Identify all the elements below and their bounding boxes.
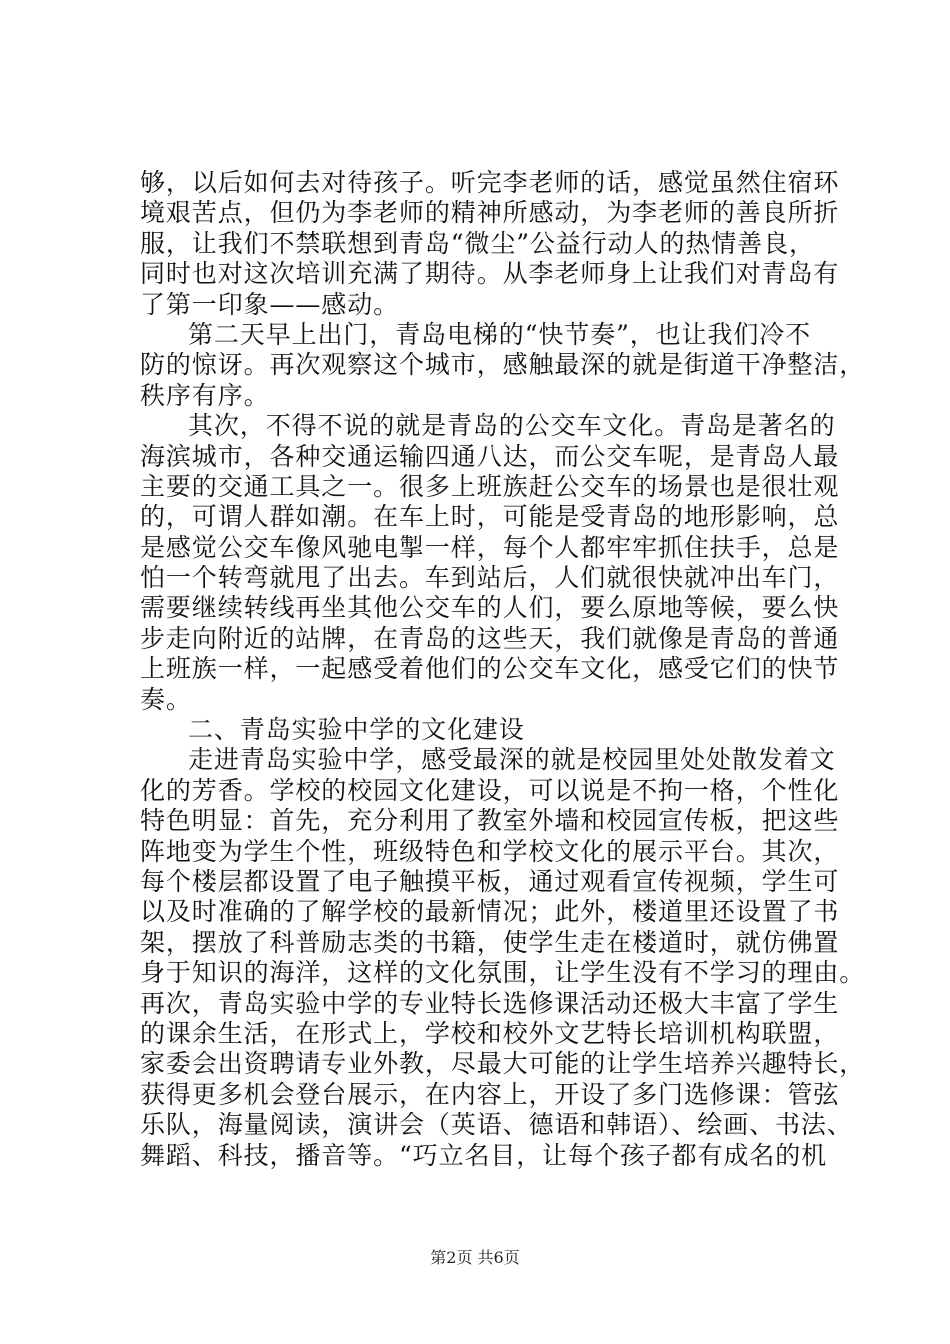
- body-text: [140, 168, 866, 1171]
- text-line: 防的惊讶。再次观察这个城市，感触最深的就是街道干净整洁，: [140, 350, 866, 380]
- text-line: 够，以后如何去对待孩子。听完李老师的话，感觉虽然住宿环: [140, 168, 840, 197]
- text-line: 乐队，海量阅读，演讲会（英语、德语和韩语）、绘画、书法、: [140, 1110, 853, 1140]
- text-line: 舞蹈、科技，播音等。“巧立名目，让每个孩子都有成名的机: [140, 1140, 828, 1170]
- text-line: 海滨城市，各种交通运输四通八达，而公交车呢，是青岛人最: [140, 441, 840, 471]
- text-line: 境艰苦点，但仍为李老师的精神所感动，为李老师的善良所折: [140, 198, 840, 228]
- text-line: 主要的交通工具之一。很多上班族赶公交车的场景也是很壮观: [140, 471, 840, 501]
- text-line: 获得更多机会登台展示，在内容上，开设了多门选修课：管弦: [140, 1079, 840, 1109]
- text-line: 的，可谓人群如潮。在车上时，可能是受青岛的地形影响，总: [140, 502, 840, 532]
- section-heading: 二、青岛实验中学的文化建设: [188, 715, 525, 745]
- text-line: 需要继续转线再坐其他公交车的人们，要么原地等候，要么快: [140, 593, 840, 623]
- text-line: 阵地变为学生个性，班级特色和学校文化的展示平台。其次，: [140, 836, 840, 866]
- text-line: 身于知识的海洋，这样的文化氛围，让学生没有不学习的理由。: [140, 958, 866, 988]
- text-line: 奏。: [140, 684, 192, 714]
- text-line: 服，让我们不禁联想到青岛“微尘”公益行动人的热情善良，: [140, 228, 815, 258]
- paragraph-start-line: 走进青岛实验中学，感受最深的就是校园里处处散发着文: [188, 745, 836, 775]
- text-line: 秩序有序。: [140, 380, 270, 410]
- paragraph-start-line: 其次，不得不说的就是青岛的公交车文化。青岛是著名的: [188, 411, 836, 441]
- text-line: 以及时准确的了解学校的最新情况；此外，楼道里还设置了书: [140, 897, 840, 927]
- text-line: 了第一印象——感动。: [140, 289, 400, 319]
- text-line: 架，摆放了科普励志类的书籍，使学生走在楼道时，就仿佛置: [140, 927, 840, 957]
- page-number-footer: 第2页 共6页: [430, 1248, 520, 1267]
- text-line: 是感觉公交车像风驰电掣一样，每个人都牢牢抓住扶手，总是: [140, 532, 840, 562]
- text-line: 再次，青岛实验中学的专业特长选修课活动还极大丰富了学生: [140, 988, 840, 1018]
- text-line: 化的芳香。学校的校园文化建设，可以说是不拘一格，个性化: [140, 775, 840, 805]
- paragraph-start-line: 第二天早上出门，青岛电梯的“快节奏”，也让我们冷不: [188, 319, 812, 349]
- text-line: 每个楼层都设置了电子触摸平板，通过观看宣传视频，学生可: [140, 866, 840, 896]
- text-line: 的课余生活，在形式上，学校和校外文艺特长培训机构联盟，: [140, 1018, 840, 1048]
- text-line: 上班族一样，一起感受着他们的公交车文化，感受它们的快节: [140, 654, 840, 684]
- text-line: 怕一个转弯就甩了出去。车到站后，人们就很快就冲出车门，: [140, 563, 840, 593]
- text-line: 步走向附近的站牌，在青岛的这些天，我们就像是青岛的普通: [140, 623, 840, 653]
- text-line: 家委会出资聘请专业外教，尽最大可能的让学生培养兴趣特长，: [140, 1049, 866, 1079]
- text-line: 特色明显：首先，充分利用了教室外墙和校园宣传板，把这些: [140, 806, 840, 836]
- text-line: 同时也对这次培训充满了期待。从李老师身上让我们对青岛有: [140, 259, 840, 289]
